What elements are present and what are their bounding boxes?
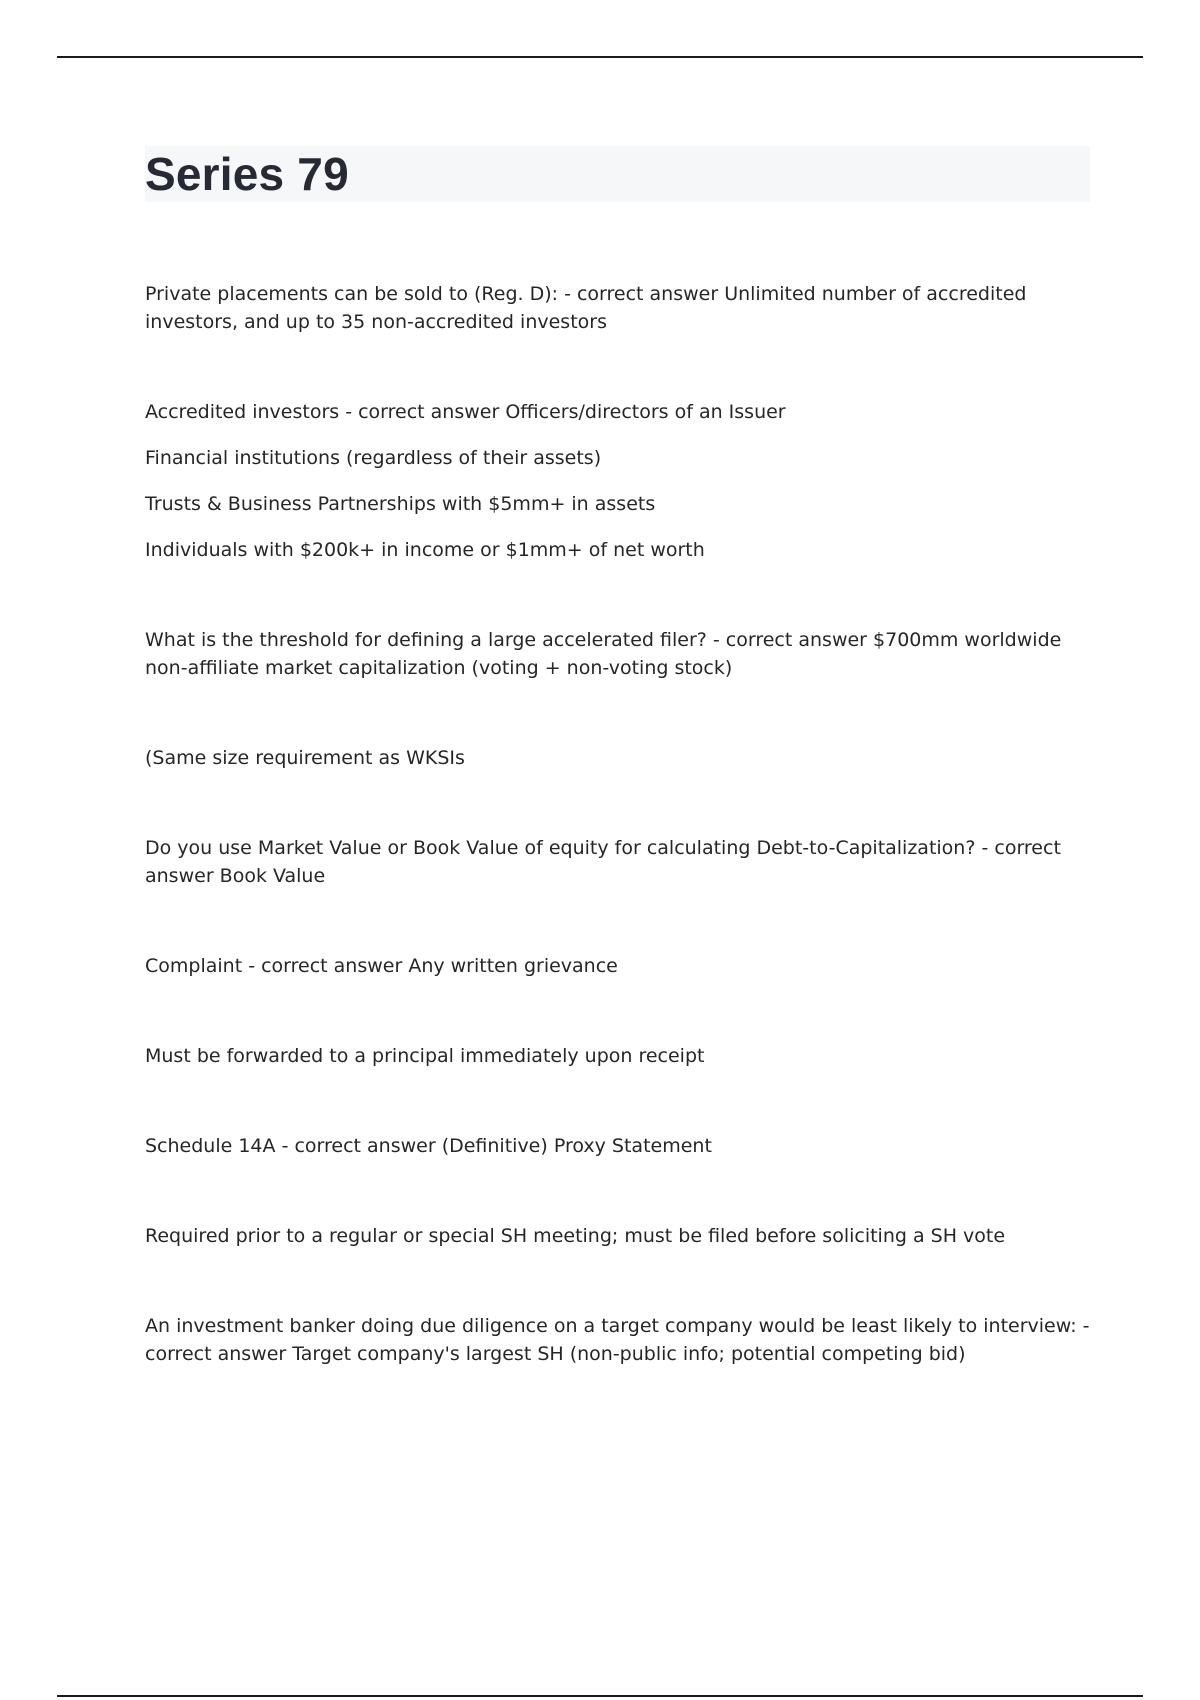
top-rule (57, 56, 1143, 58)
paragraph-forward-principal: Must be forwarded to a principal immediately upon receipt (145, 1045, 705, 1067)
bottom-rule (57, 1695, 1143, 1697)
paragraph-debt-to-cap: Do you use Market Value or Book Value of equity for calculating Debt-to-Capitalization? - correct answer Book Value (145, 837, 1061, 887)
paragraph-trusts: Trusts & Business Partnerships with $5mm+ in assets (145, 493, 656, 515)
page-title: Series 79 (145, 148, 349, 200)
paragraph-large-accelerated-filer: What is the threshold for defining a large accelerated filer? - correct answer $700mm worldwide non-affiliate market capitalization (voting + non-voting stock) (145, 629, 1062, 679)
paragraph-wksi: (Same size requirement as WKSIs (145, 747, 465, 769)
paragraph-sh-meeting: Required prior to a regular or special SH meeting; must be filed before soliciting a SH vote (145, 1225, 1006, 1247)
paragraph-schedule-14a: Schedule 14A - correct answer (Definitive) Proxy Statement (145, 1135, 712, 1157)
paragraph-financial-institutions: Financial institutions (regardless of their assets) (145, 447, 602, 469)
document-body (145, 280, 1095, 1368)
paragraph-complaint: Complaint - correct answer Any written grievance (145, 955, 618, 977)
paragraph-individuals: Individuals with $200k+ in income or $1mm+ of net worth (145, 539, 705, 561)
paragraph-accredited-investors: Accredited investors - correct answer Officers/directors of an Issuer (145, 401, 786, 423)
paragraph-reg-d: Private placements can be sold to (Reg. D): - correct answer Unlimited number of accredited investors, and up to 35 non-accredited investors (145, 283, 1027, 333)
paragraph-due-diligence: An investment banker doing due diligence on a target company would be least likely to interview: - correct answer Target company's largest SH (non-public info; potential competing bid) (145, 1315, 1090, 1365)
